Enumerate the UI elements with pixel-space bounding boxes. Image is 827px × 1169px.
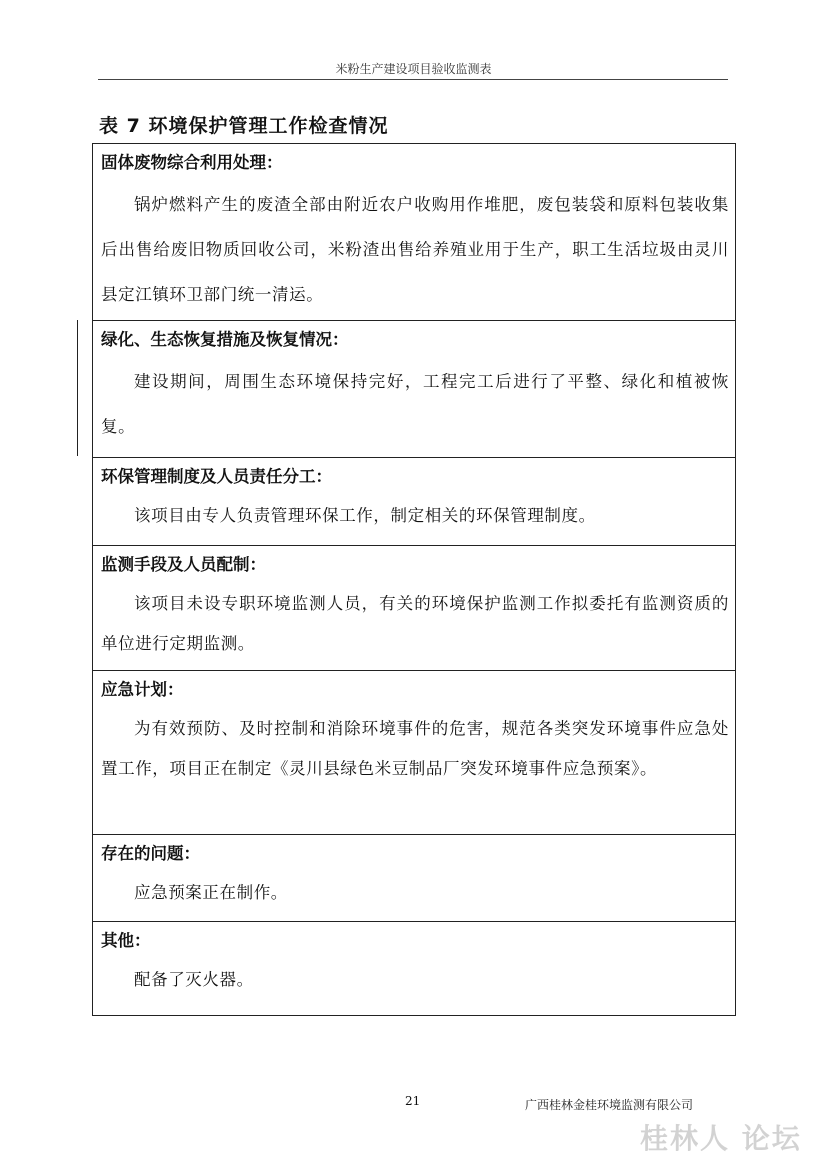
section-title: 应急计划： bbox=[101, 680, 184, 699]
section-title: 环保管理制度及人员责任分工： bbox=[101, 467, 332, 486]
page-number: 21 bbox=[405, 1094, 421, 1108]
section-title: 监测手段及人员配制： bbox=[101, 555, 266, 574]
section-body: 应急预案正在制作。 bbox=[134, 883, 288, 902]
section-other bbox=[93, 922, 736, 1016]
section-monitoring bbox=[93, 546, 736, 671]
section-body: 锅炉燃料产生的废渣全部由附近农户收购用作堆肥，废包装袋和原料包装收集后出售给废旧物质回收公司，米粉渣出售给养殖业用于生产，职工生活垃圾由灵川县定江镇环卫部门统一清运。 bbox=[101, 195, 729, 304]
section-management bbox=[93, 458, 736, 546]
margin-change-bar bbox=[77, 320, 78, 456]
forum-watermark: 桂林人 论坛 bbox=[640, 1122, 802, 1155]
section-emergency-plan bbox=[93, 671, 736, 835]
section-body: 配备了灭火器。 bbox=[134, 970, 254, 989]
section-problems bbox=[93, 835, 736, 922]
table-title: 表 7 环境保护管理工作检查情况 bbox=[99, 115, 389, 137]
section-title: 绿化、生态恢复措施及恢复情况： bbox=[101, 330, 349, 349]
section-body: 该项目由专人负责管理环保工作，制定相关的环保管理制度。 bbox=[134, 506, 596, 525]
section-greening bbox=[93, 321, 736, 458]
section-body: 建设期间，周围生态环境保持完好，工程完工后进行了平整、绿化和植被恢复。 bbox=[101, 372, 729, 436]
inspection-table bbox=[92, 143, 736, 1016]
footer-company: 广西桂林金桂环境监测有限公司 bbox=[525, 1098, 694, 1112]
header-rule bbox=[98, 79, 728, 80]
section-title: 其他： bbox=[101, 931, 151, 950]
section-body: 为有效预防、及时控制和消除环境事件的危害，规范各类突发环境事件应急处置工作，项目正在制定《灵川县绿色米豆制品厂突发环境事件应急预案》。 bbox=[101, 719, 729, 778]
section-title: 固体废物综合利用处理： bbox=[101, 153, 283, 172]
section-title: 存在的问题： bbox=[101, 844, 200, 863]
section-solid-waste bbox=[93, 144, 736, 321]
running-header: 米粉生产建设项目验收监测表 bbox=[335, 62, 492, 76]
section-body: 该项目未设专职环境监测人员，有关的环境保护监测工作拟委托有监测资质的单位进行定期监测。 bbox=[101, 594, 729, 653]
